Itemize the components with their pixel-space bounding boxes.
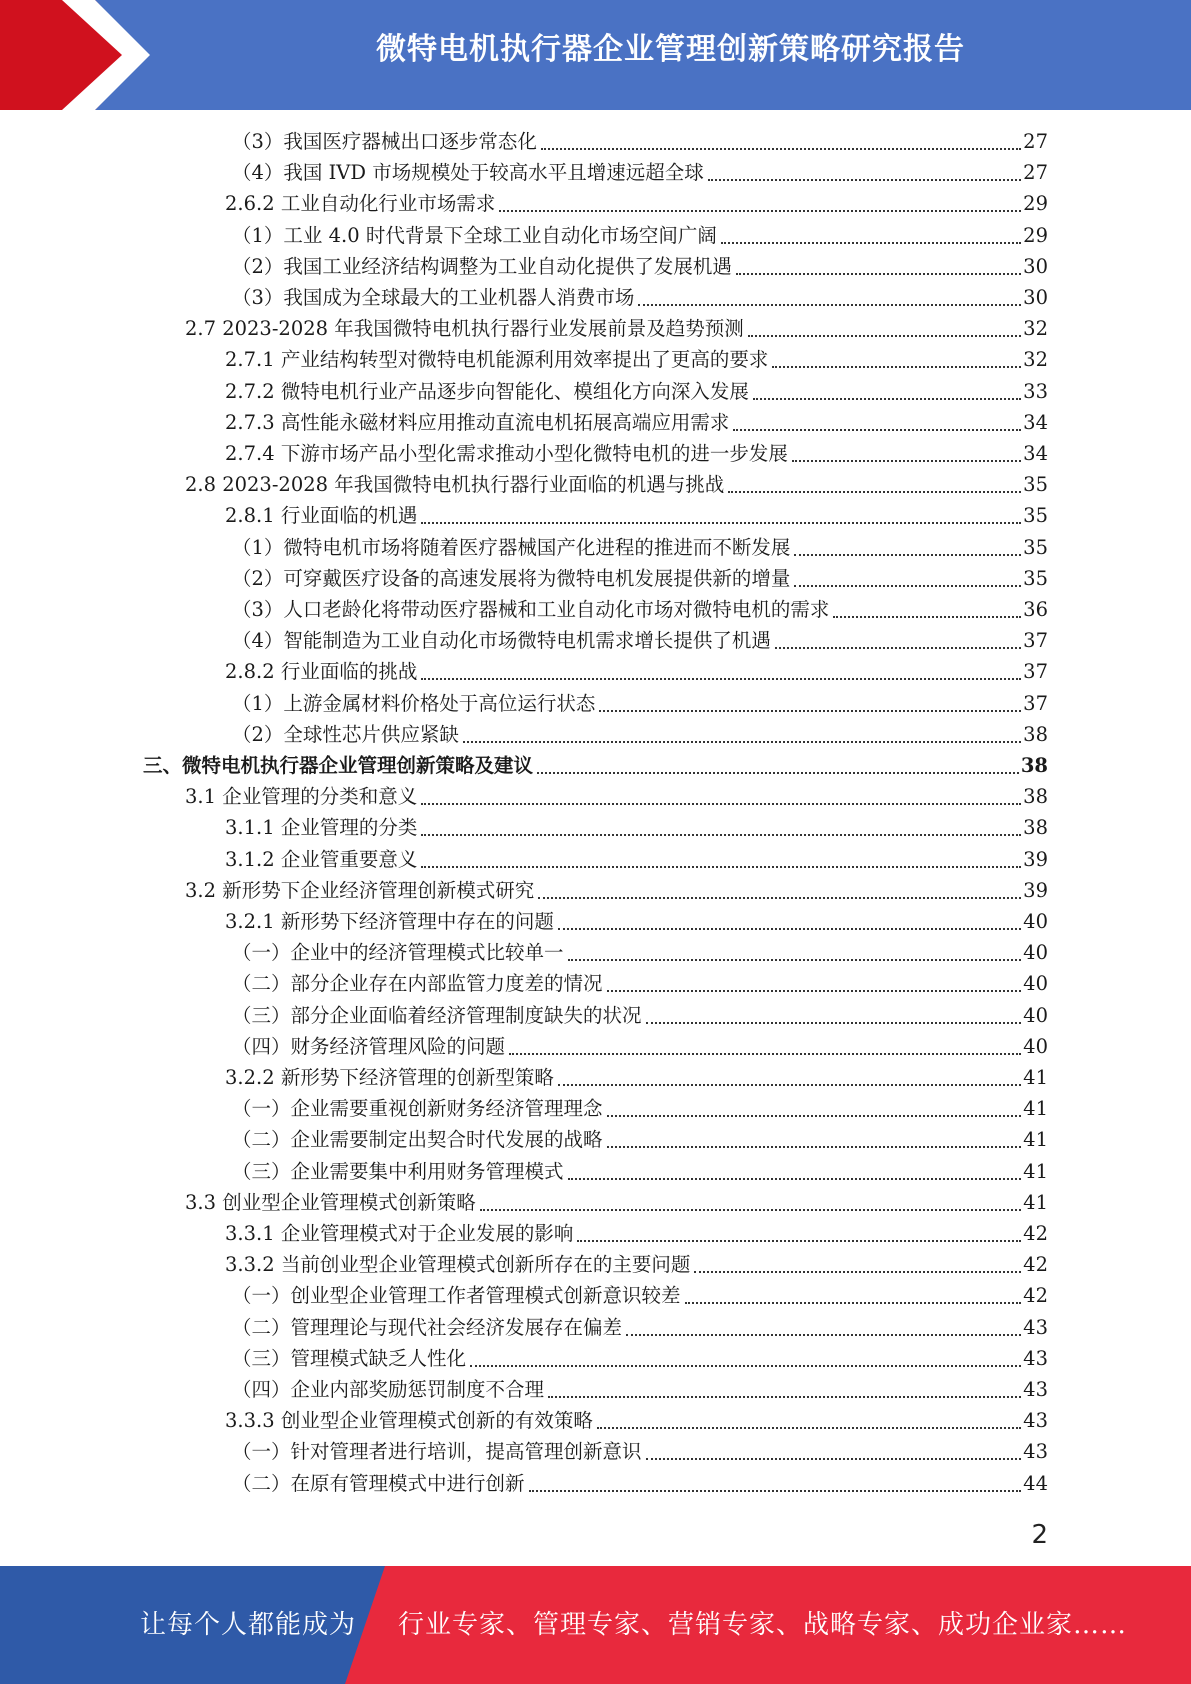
toc-entry-title: 3.3.2 当前创业型企业管理模式创新所存在的主要问题 xyxy=(225,1253,691,1277)
toc-entry-page: 29 xyxy=(1023,192,1048,216)
toc-dot-leader xyxy=(775,647,1021,649)
toc-entry[interactable] xyxy=(232,1280,1048,1311)
toc-entry[interactable] xyxy=(232,1436,1048,1467)
toc-dot-leader xyxy=(833,616,1021,618)
toc-dot-leader xyxy=(558,928,1021,930)
toc-entry-page: 38 xyxy=(1023,816,1048,840)
toc-entry-title: （三）部分企业面临着经济管理制度缺失的状况 xyxy=(232,1003,642,1027)
toc-entry-page: 33 xyxy=(1023,379,1048,403)
toc-entry[interactable] xyxy=(225,407,1048,438)
toc-dot-leader xyxy=(480,1209,1021,1211)
toc-entry-title: 3.1 企业管理的分类和意义 xyxy=(185,785,418,809)
toc-entry-page: 41 xyxy=(1023,1097,1048,1121)
toc-entry-page: 34 xyxy=(1023,410,1048,434)
toc-entry-title: 3.3.3 创业型企业管理模式创新的有效策略 xyxy=(225,1409,593,1433)
toc-entry[interactable] xyxy=(232,220,1048,251)
toc-dot-leader xyxy=(597,1427,1021,1429)
toc-entry-page: 32 xyxy=(1023,348,1048,372)
toc-entry[interactable] xyxy=(232,1374,1048,1405)
toc-entry-page: 38 xyxy=(1023,785,1048,809)
toc-entry-page: 39 xyxy=(1023,847,1048,871)
toc-entry-title: 2.7.3 高性能永磁材料应用推动直流电机拓展高端应用需求 xyxy=(225,410,730,434)
toc-entry[interactable] xyxy=(225,344,1048,375)
toc-entry-title: 2.7.2 微特电机行业产品逐步向智能化、模组化方向深入发展 xyxy=(225,379,749,403)
toc-entry-title: 三、微特电机执行器企业管理创新策略及建议 xyxy=(143,754,534,777)
toc-entry-title: （一）企业中的经济管理模式比较单一 xyxy=(232,941,564,965)
toc-entry-page: 37 xyxy=(1023,660,1048,684)
toc-entry-title: （三）管理模式缺乏人性化 xyxy=(232,1346,467,1370)
toc-dot-leader xyxy=(721,242,1021,244)
toc-entry-page: 35 xyxy=(1023,566,1048,590)
toc-entry[interactable] xyxy=(225,438,1048,469)
toc-entry[interactable] xyxy=(232,532,1048,563)
toc-entry-title: （一）企业需要重视创新财务经济管理理念 xyxy=(232,1097,603,1121)
toc-entry[interactable] xyxy=(232,563,1048,594)
toc-entry-page: 35 xyxy=(1023,473,1048,497)
toc-entry[interactable] xyxy=(185,469,1048,500)
toc-entry[interactable] xyxy=(232,937,1048,968)
toc-dot-leader xyxy=(421,522,1021,524)
toc-entry[interactable] xyxy=(225,1405,1048,1436)
toc-entry-page: 41 xyxy=(1023,1190,1048,1214)
toc-entry[interactable] xyxy=(225,656,1048,687)
toc-dot-leader xyxy=(537,772,1019,774)
toc-entry[interactable] xyxy=(225,812,1048,843)
toc-entry-title: （二）部分企业存在内部监管力度差的情况 xyxy=(232,972,603,996)
toc-entry-page: 41 xyxy=(1023,1066,1048,1089)
toc-entry-title: （四）企业内部奖励惩罚制度不合理 xyxy=(232,1378,545,1401)
toc-entry[interactable] xyxy=(232,625,1048,656)
toc-entry-page: 41 xyxy=(1023,1128,1048,1152)
toc-dot-leader xyxy=(421,678,1021,680)
toc-dot-leader xyxy=(708,179,1021,181)
toc-entry-page: 42 xyxy=(1023,1253,1048,1277)
toc-entry-page: 37 xyxy=(1023,629,1048,653)
toc-dot-leader xyxy=(694,1271,1021,1273)
toc-entry-page: 40 xyxy=(1023,972,1048,996)
toc-entry-page: 35 xyxy=(1023,535,1048,559)
toc-dot-leader xyxy=(733,429,1021,431)
toc-entry-title: 2.8 2023-2028 年我国微特电机执行器行业面临的机遇与挑战 xyxy=(185,473,725,497)
page-number: 2 xyxy=(1031,1520,1048,1550)
toc-entry-page: 40 xyxy=(1023,1003,1048,1027)
toc-entry-page: 43 xyxy=(1023,1409,1048,1433)
toc-entry-title: （3）我国医疗器械出口逐步常态化 xyxy=(232,130,537,153)
toc-entry[interactable] xyxy=(185,313,1048,344)
toc-entry-title: （1）上游金属材料价格处于高位运行状态 xyxy=(232,691,596,715)
toc-dot-leader xyxy=(509,1053,1021,1055)
toc-entry-title: 3.1.1 企业管理的分类 xyxy=(225,816,418,840)
toc-entry[interactable] xyxy=(185,875,1048,906)
toc-entry[interactable] xyxy=(225,1249,1048,1280)
toc-entry-title: （2）我国工业经济结构调整为工业自动化提供了发展机遇 xyxy=(232,254,732,278)
toc-entry-page: 38 xyxy=(1020,754,1048,777)
toc-entry-page: 41 xyxy=(1023,1159,1048,1183)
toc-entry-title: 3.2 新形势下企业经济管理创新模式研究 xyxy=(185,878,535,902)
toc-dot-leader xyxy=(421,834,1021,836)
toc-entry-page: 42 xyxy=(1023,1222,1048,1245)
toc-dot-leader xyxy=(607,1115,1022,1117)
toc-entry-page: 43 xyxy=(1023,1315,1048,1339)
toc-entry[interactable] xyxy=(232,126,1048,157)
toc-entry-title: （二）管理理论与现代社会经济发展存在偏差 xyxy=(232,1315,623,1339)
toc-entry-page: 40 xyxy=(1023,910,1048,933)
toc-dot-leader xyxy=(541,148,1021,150)
toc-entry[interactable] xyxy=(232,594,1048,625)
toc-entry[interactable] xyxy=(232,251,1048,282)
toc-entry-title: （1）微特电机市场将随着医疗器械国产化进程的推进而不断发展 xyxy=(232,535,791,559)
toc-entry-page: 32 xyxy=(1023,317,1048,341)
toc-entry[interactable] xyxy=(225,188,1048,219)
toc-entry-page: 40 xyxy=(1023,1034,1048,1058)
toc-entry[interactable] xyxy=(225,1218,1048,1249)
toc-entry-page: 38 xyxy=(1023,722,1048,746)
toc-entry[interactable] xyxy=(232,1093,1048,1124)
page-header xyxy=(0,0,1191,110)
toc-dot-leader xyxy=(792,460,1021,462)
toc-entry[interactable] xyxy=(232,282,1048,313)
toc-entry-title: （4）我国 IVD 市场规模处于较高水平且增速远超全球 xyxy=(232,161,704,185)
toc-dot-leader xyxy=(626,1334,1021,1336)
toc-entry-page: 27 xyxy=(1023,161,1048,185)
toc-entry[interactable] xyxy=(225,844,1048,875)
toc-entry-title: 2.6.2 工业自动化行业市场需求 xyxy=(225,192,496,216)
report-title: 微特电机执行器企业管理创新策略研究报告 xyxy=(376,32,965,67)
toc-dot-leader xyxy=(607,1146,1022,1148)
toc-entry-title: 3.2.1 新形势下经济管理中存在的问题 xyxy=(225,910,554,933)
toc-dot-leader xyxy=(568,1178,1022,1180)
toc-entry[interactable] xyxy=(232,1124,1048,1155)
page-footer xyxy=(0,1566,1191,1684)
toc-entry[interactable] xyxy=(232,688,1048,719)
toc-entry[interactable] xyxy=(225,500,1048,531)
toc-entry-page: 29 xyxy=(1023,223,1048,247)
toc-entry[interactable] xyxy=(185,781,1048,812)
toc-dot-leader xyxy=(772,366,1021,368)
toc-entry-title: 3.3 创业型企业管理模式创新策略 xyxy=(185,1190,476,1214)
toc-entry-page: 34 xyxy=(1023,442,1048,465)
toc-dot-leader xyxy=(421,803,1021,805)
toc-entry-page: 44 xyxy=(1023,1471,1048,1495)
toc-entry-title: 2.7.1 产业结构转型对微特电机能源利用效率提出了更高的要求 xyxy=(225,348,769,372)
toc-entry[interactable] xyxy=(185,1187,1048,1218)
toc-entry-title: （二）企业需要制定出契合时代发展的战略 xyxy=(232,1128,603,1152)
footer-slogan-right: 行业专家、管理专家、营销专家、战略专家、成功企业家…… xyxy=(398,1610,1128,1640)
toc-entry[interactable] xyxy=(232,968,1048,999)
toc-entry-title: （一）针对管理者进行培训，提高管理创新意识 xyxy=(232,1440,642,1464)
toc-entry-page: 37 xyxy=(1023,691,1048,715)
toc-entry-title: 3.3.1 企业管理模式对于企业发展的影响 xyxy=(225,1222,574,1245)
toc-entry-page: 27 xyxy=(1023,130,1048,153)
toc-entry[interactable] xyxy=(232,719,1048,750)
toc-entry-page: 35 xyxy=(1023,504,1048,528)
toc-dot-leader xyxy=(548,1396,1021,1398)
toc-entry-title: （2）全球性芯片供应紧缺 xyxy=(232,722,459,746)
toc-entry-title: 2.7 2023-2028 年我国微特电机执行器行业发展前景及趋势预测 xyxy=(185,317,744,341)
toc-entry[interactable] xyxy=(232,1156,1048,1187)
toc-dot-leader xyxy=(568,959,1022,961)
toc-entry-page: 30 xyxy=(1023,286,1048,309)
toc-entry[interactable] xyxy=(232,1031,1048,1062)
toc-entry[interactable] xyxy=(225,1062,1048,1093)
toc-entry-page: 43 xyxy=(1023,1440,1048,1464)
toc-dot-leader xyxy=(538,897,1021,899)
footer-slogan-left: 让每个人都能成为 xyxy=(140,1610,357,1640)
toc-dot-leader xyxy=(470,1365,1021,1367)
toc-entry-title: （一）创业型企业管理工作者管理模式创新意识较差 xyxy=(232,1284,681,1308)
toc-entry-title: （3）人口老龄化将带动医疗器械和工业自动化市场对微特电机的需求 xyxy=(232,598,830,621)
toc-entry-title: （2）可穿戴医疗设备的高速发展将为微特电机发展提供新的增量 xyxy=(232,566,791,590)
toc-dot-leader xyxy=(558,1084,1021,1086)
toc-entry-title: （三）企业需要集中利用财务管理模式 xyxy=(232,1159,564,1183)
toc-dot-leader xyxy=(794,554,1021,556)
toc-entry[interactable] xyxy=(143,750,1048,781)
toc-entry[interactable] xyxy=(225,376,1048,407)
toc-dot-leader xyxy=(599,710,1021,712)
toc-entry-page: 30 xyxy=(1023,254,1048,278)
toc-entry-title: 3.1.2 企业管重要意义 xyxy=(225,847,418,871)
toc-dot-leader xyxy=(577,1240,1021,1242)
toc-dot-leader xyxy=(748,335,1021,337)
toc-entry-title: （3）我国成为全球最大的工业机器人消费市场 xyxy=(232,286,635,309)
toc-dot-leader xyxy=(794,585,1021,587)
toc-entry-title: （1）工业 4.0 时代背景下全球工业自动化市场空间广阔 xyxy=(232,223,717,247)
toc-dot-leader xyxy=(421,866,1021,868)
toc-entry-page: 43 xyxy=(1023,1346,1048,1370)
toc-entry-title: 2.8.2 行业面临的挑战 xyxy=(225,660,418,684)
toc-entry[interactable] xyxy=(232,1000,1048,1031)
toc-entry[interactable] xyxy=(232,157,1048,188)
toc-dot-leader xyxy=(499,210,1021,212)
toc-dot-leader xyxy=(638,304,1021,306)
toc-dot-leader xyxy=(529,1490,1022,1492)
toc-dot-leader xyxy=(753,398,1021,400)
toc-dot-leader xyxy=(736,273,1021,275)
toc-dot-leader xyxy=(685,1302,1022,1304)
toc-dot-leader xyxy=(646,1022,1022,1024)
toc-dot-leader xyxy=(463,741,1021,743)
toc-dot-leader xyxy=(646,1458,1022,1460)
toc-entry[interactable] xyxy=(232,1468,1048,1499)
toc-entry-page: 39 xyxy=(1023,878,1048,902)
toc-entry-title: 2.8.1 行业面临的机遇 xyxy=(225,504,418,528)
toc-dot-leader xyxy=(607,990,1022,992)
toc-entry-page: 40 xyxy=(1023,941,1048,965)
toc-entry-title: 3.2.2 新形势下经济管理的创新型策略 xyxy=(225,1066,554,1089)
toc-entry-title: （二）在原有管理模式中进行创新 xyxy=(232,1471,525,1495)
toc-entry-page: 43 xyxy=(1023,1378,1048,1401)
toc-entry-page: 42 xyxy=(1023,1284,1048,1308)
toc-entry-title: （四）财务经济管理风险的问题 xyxy=(232,1034,506,1058)
toc-entry[interactable] xyxy=(232,1343,1048,1374)
toc-entry-title: 2.7.4 下游市场产品小型化需求推动小型化微特电机的进一步发展 xyxy=(225,442,788,465)
toc-entry-title: （4）智能制造为工业自动化市场微特电机需求增长提供了机遇 xyxy=(232,629,771,653)
toc-entry[interactable] xyxy=(232,1312,1048,1343)
toc-entry[interactable] xyxy=(225,906,1048,937)
toc-entry-page: 36 xyxy=(1023,598,1048,621)
toc-dot-leader xyxy=(728,491,1021,493)
